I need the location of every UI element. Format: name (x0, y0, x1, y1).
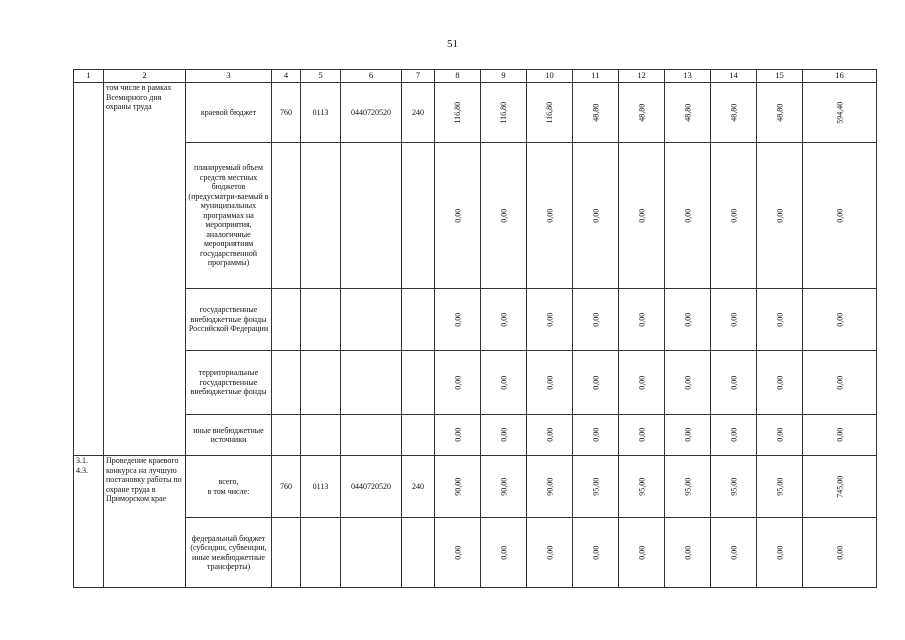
column-header: 1 (74, 70, 104, 83)
code-cell (272, 415, 301, 456)
value-text: 0,00 (682, 428, 692, 442)
value-text: 0,00 (774, 375, 784, 390)
column-header: 4 (272, 70, 301, 83)
value-cell (757, 415, 803, 456)
value-cell (527, 351, 573, 415)
value-cell (527, 83, 573, 143)
value-cell (711, 143, 757, 289)
value-text: 48,80 (636, 103, 646, 122)
value-cell (665, 83, 711, 143)
value-cell (803, 415, 877, 456)
table-row (74, 289, 877, 351)
value-cell (573, 83, 619, 143)
value-text: 0,00 (728, 312, 738, 327)
value-text: 0,00 (544, 375, 554, 390)
value-cell (803, 83, 877, 143)
code-cell (341, 289, 402, 351)
value-text: 48,80 (774, 103, 784, 122)
code-cell (272, 518, 301, 588)
column-header: 3 (186, 70, 272, 83)
value-cell (619, 83, 665, 143)
code-cell: 240 (402, 83, 435, 143)
code-cell (301, 143, 341, 289)
code-cell (341, 518, 402, 588)
column-header: 8 (435, 70, 481, 83)
code-cell (341, 415, 402, 456)
value-text: 0,00 (590, 312, 600, 327)
value-text: 0,00 (834, 545, 844, 560)
value-cell (435, 143, 481, 289)
value-text: 0,00 (834, 375, 844, 390)
value-text: 0,00 (834, 312, 844, 327)
value-text: 0,00 (636, 208, 646, 223)
value-text: 0,00 (636, 428, 646, 442)
value-text: 95,00 (590, 477, 600, 496)
code-cell: 0113 (301, 83, 341, 143)
value-cell (757, 351, 803, 415)
value-cell (619, 351, 665, 415)
code-cell (301, 518, 341, 588)
table-row (74, 351, 877, 415)
value-text: 0,00 (498, 312, 508, 327)
value-cell (435, 456, 481, 518)
funding-source-cell: краевой бюджет (186, 83, 272, 143)
value-text: 0,00 (544, 428, 554, 442)
value-text: 0,00 (728, 208, 738, 223)
value-text: 0,00 (544, 208, 554, 223)
value-text: 0,00 (544, 545, 554, 560)
header-row (74, 70, 877, 83)
value-text: 0,00 (636, 312, 646, 327)
value-text: 0,00 (682, 208, 692, 223)
value-cell (711, 351, 757, 415)
value-cell (481, 143, 527, 289)
value-cell (435, 415, 481, 456)
value-text: 0,00 (590, 208, 600, 223)
value-cell (481, 415, 527, 456)
value-cell (527, 456, 573, 518)
value-cell (711, 289, 757, 351)
funding-source-cell: территориальные государственные внебюджетные фонды (186, 351, 272, 415)
table-row (74, 83, 877, 143)
funding-source-cell: всего, в том числе: (186, 456, 272, 518)
value-text: 0,00 (452, 428, 462, 442)
table-row (74, 456, 877, 518)
value-cell (527, 143, 573, 289)
budget-table (73, 69, 877, 588)
value-text: 0,00 (544, 312, 554, 327)
code-cell (272, 289, 301, 351)
value-text: 0,00 (774, 428, 784, 442)
value-text: 0,00 (498, 375, 508, 390)
funding-source-cell: государственные внебюджетные фонды Российской Федерации (186, 289, 272, 351)
value-cell (481, 289, 527, 351)
code-cell (272, 143, 301, 289)
value-cell (573, 289, 619, 351)
value-cell (711, 415, 757, 456)
value-text: 0,00 (728, 428, 738, 442)
funding-source-cell: иные внебюджетные источники (186, 415, 272, 456)
code-cell (402, 415, 435, 456)
value-text: 0,00 (636, 375, 646, 390)
value-cell (573, 415, 619, 456)
column-header: 5 (301, 70, 341, 83)
value-text: 0,00 (452, 208, 462, 223)
measure-name-cell: Проведение краевого конкурса на лучшую постановку работы по охране труда в Приморском крае (104, 456, 186, 588)
column-header: 9 (481, 70, 527, 83)
value-text: 95,00 (636, 477, 646, 496)
value-cell (665, 518, 711, 588)
value-text: 0,00 (498, 208, 508, 223)
value-text: 0,00 (498, 545, 508, 560)
funding-source-cell: планируемый объем средств местных бюджетов (предусматри-ваемый в муниципальных программах на мероприятия, аналогичные мероприятиям государственной программы) (186, 143, 272, 289)
value-text: 0,00 (728, 545, 738, 560)
value-text: 0,00 (682, 545, 692, 560)
value-text: 90,00 (498, 477, 508, 496)
value-cell (711, 83, 757, 143)
value-text: 0,00 (636, 545, 646, 560)
value-cell (803, 289, 877, 351)
value-cell (527, 518, 573, 588)
value-text: 0,00 (452, 375, 462, 390)
value-text: 0,00 (590, 545, 600, 560)
value-text: 90,00 (452, 477, 462, 496)
table-row (74, 415, 877, 456)
value-text: 95,00 (728, 477, 738, 496)
column-header: 6 (341, 70, 402, 83)
value-text: 0,00 (452, 312, 462, 327)
value-cell (435, 289, 481, 351)
value-text: 0,00 (682, 312, 692, 327)
funding-source-cell: федеральный бюджет (субсидии, субвенции, иные межбюджетные трансферты) (186, 518, 272, 588)
value-cell (573, 456, 619, 518)
value-cell (757, 456, 803, 518)
value-text: 0,00 (834, 208, 844, 223)
row-number-cell (74, 83, 104, 456)
value-text: 48,80 (590, 103, 600, 122)
code-cell (341, 143, 402, 289)
value-cell (527, 289, 573, 351)
value-text: 90,00 (544, 477, 554, 496)
value-cell (435, 83, 481, 143)
value-text: 116,80 (498, 101, 508, 124)
code-cell (301, 351, 341, 415)
value-cell (665, 143, 711, 289)
code-cell: 0440720520 (341, 456, 402, 518)
value-text: 0,00 (774, 208, 784, 223)
value-cell (665, 456, 711, 518)
value-cell (435, 351, 481, 415)
column-header: 16 (803, 70, 877, 83)
value-cell (803, 456, 877, 518)
row-number-cell: 3.1. 4.3. (74, 456, 104, 588)
value-cell (573, 143, 619, 289)
value-cell (619, 415, 665, 456)
value-cell (527, 415, 573, 456)
code-cell: 240 (402, 456, 435, 518)
code-cell (272, 351, 301, 415)
value-cell (435, 518, 481, 588)
value-cell (803, 351, 877, 415)
value-text: 95,00 (774, 477, 784, 496)
value-cell (757, 518, 803, 588)
column-header: 11 (573, 70, 619, 83)
value-cell (573, 518, 619, 588)
value-text: 0,00 (774, 545, 784, 560)
value-text: 0,00 (774, 312, 784, 327)
value-text: 116,80 (544, 101, 554, 124)
value-cell (619, 518, 665, 588)
code-cell (402, 143, 435, 289)
value-text: 48,80 (728, 103, 738, 122)
code-cell: 760 (272, 456, 301, 518)
value-cell (711, 456, 757, 518)
table-row (74, 143, 877, 289)
value-text: 0,00 (452, 545, 462, 560)
value-text: 116,80 (452, 101, 462, 124)
value-text: 48,80 (682, 103, 692, 122)
measure-name-cell: том числе в рамках Всемирного дня охраны труда (104, 83, 186, 456)
value-text: 0,00 (728, 375, 738, 390)
value-text: 95,00 (682, 477, 692, 496)
value-text: 745,00 (834, 475, 844, 498)
value-cell (481, 456, 527, 518)
column-header: 12 (619, 70, 665, 83)
value-cell (711, 518, 757, 588)
value-cell (481, 351, 527, 415)
column-header: 13 (665, 70, 711, 83)
code-cell (402, 351, 435, 415)
value-cell (619, 143, 665, 289)
code-cell (402, 518, 435, 588)
code-cell: 760 (272, 83, 301, 143)
value-cell (619, 289, 665, 351)
value-cell (665, 351, 711, 415)
value-text: 0,00 (590, 428, 600, 442)
code-cell (301, 415, 341, 456)
value-cell (665, 289, 711, 351)
code-cell (402, 289, 435, 351)
column-header: 15 (757, 70, 803, 83)
column-header: 7 (402, 70, 435, 83)
value-text: 0,00 (590, 375, 600, 390)
value-cell (757, 83, 803, 143)
value-cell (481, 518, 527, 588)
value-cell (619, 456, 665, 518)
value-text: 0,00 (682, 375, 692, 390)
page-number: 51 (447, 38, 458, 50)
code-cell (301, 289, 341, 351)
value-cell (757, 289, 803, 351)
value-text: 0,00 (498, 428, 508, 442)
value-text: 0,00 (834, 428, 844, 442)
code-cell (341, 351, 402, 415)
table-row (74, 518, 877, 588)
value-cell (803, 518, 877, 588)
value-cell (757, 143, 803, 289)
column-header: 2 (104, 70, 186, 83)
code-cell: 0440720520 (341, 83, 402, 143)
code-cell: 0113 (301, 456, 341, 518)
value-text: 594,40 (834, 101, 844, 124)
value-cell (481, 83, 527, 143)
column-header: 14 (711, 70, 757, 83)
value-cell (803, 143, 877, 289)
column-header: 10 (527, 70, 573, 83)
value-cell (573, 351, 619, 415)
value-cell (665, 415, 711, 456)
